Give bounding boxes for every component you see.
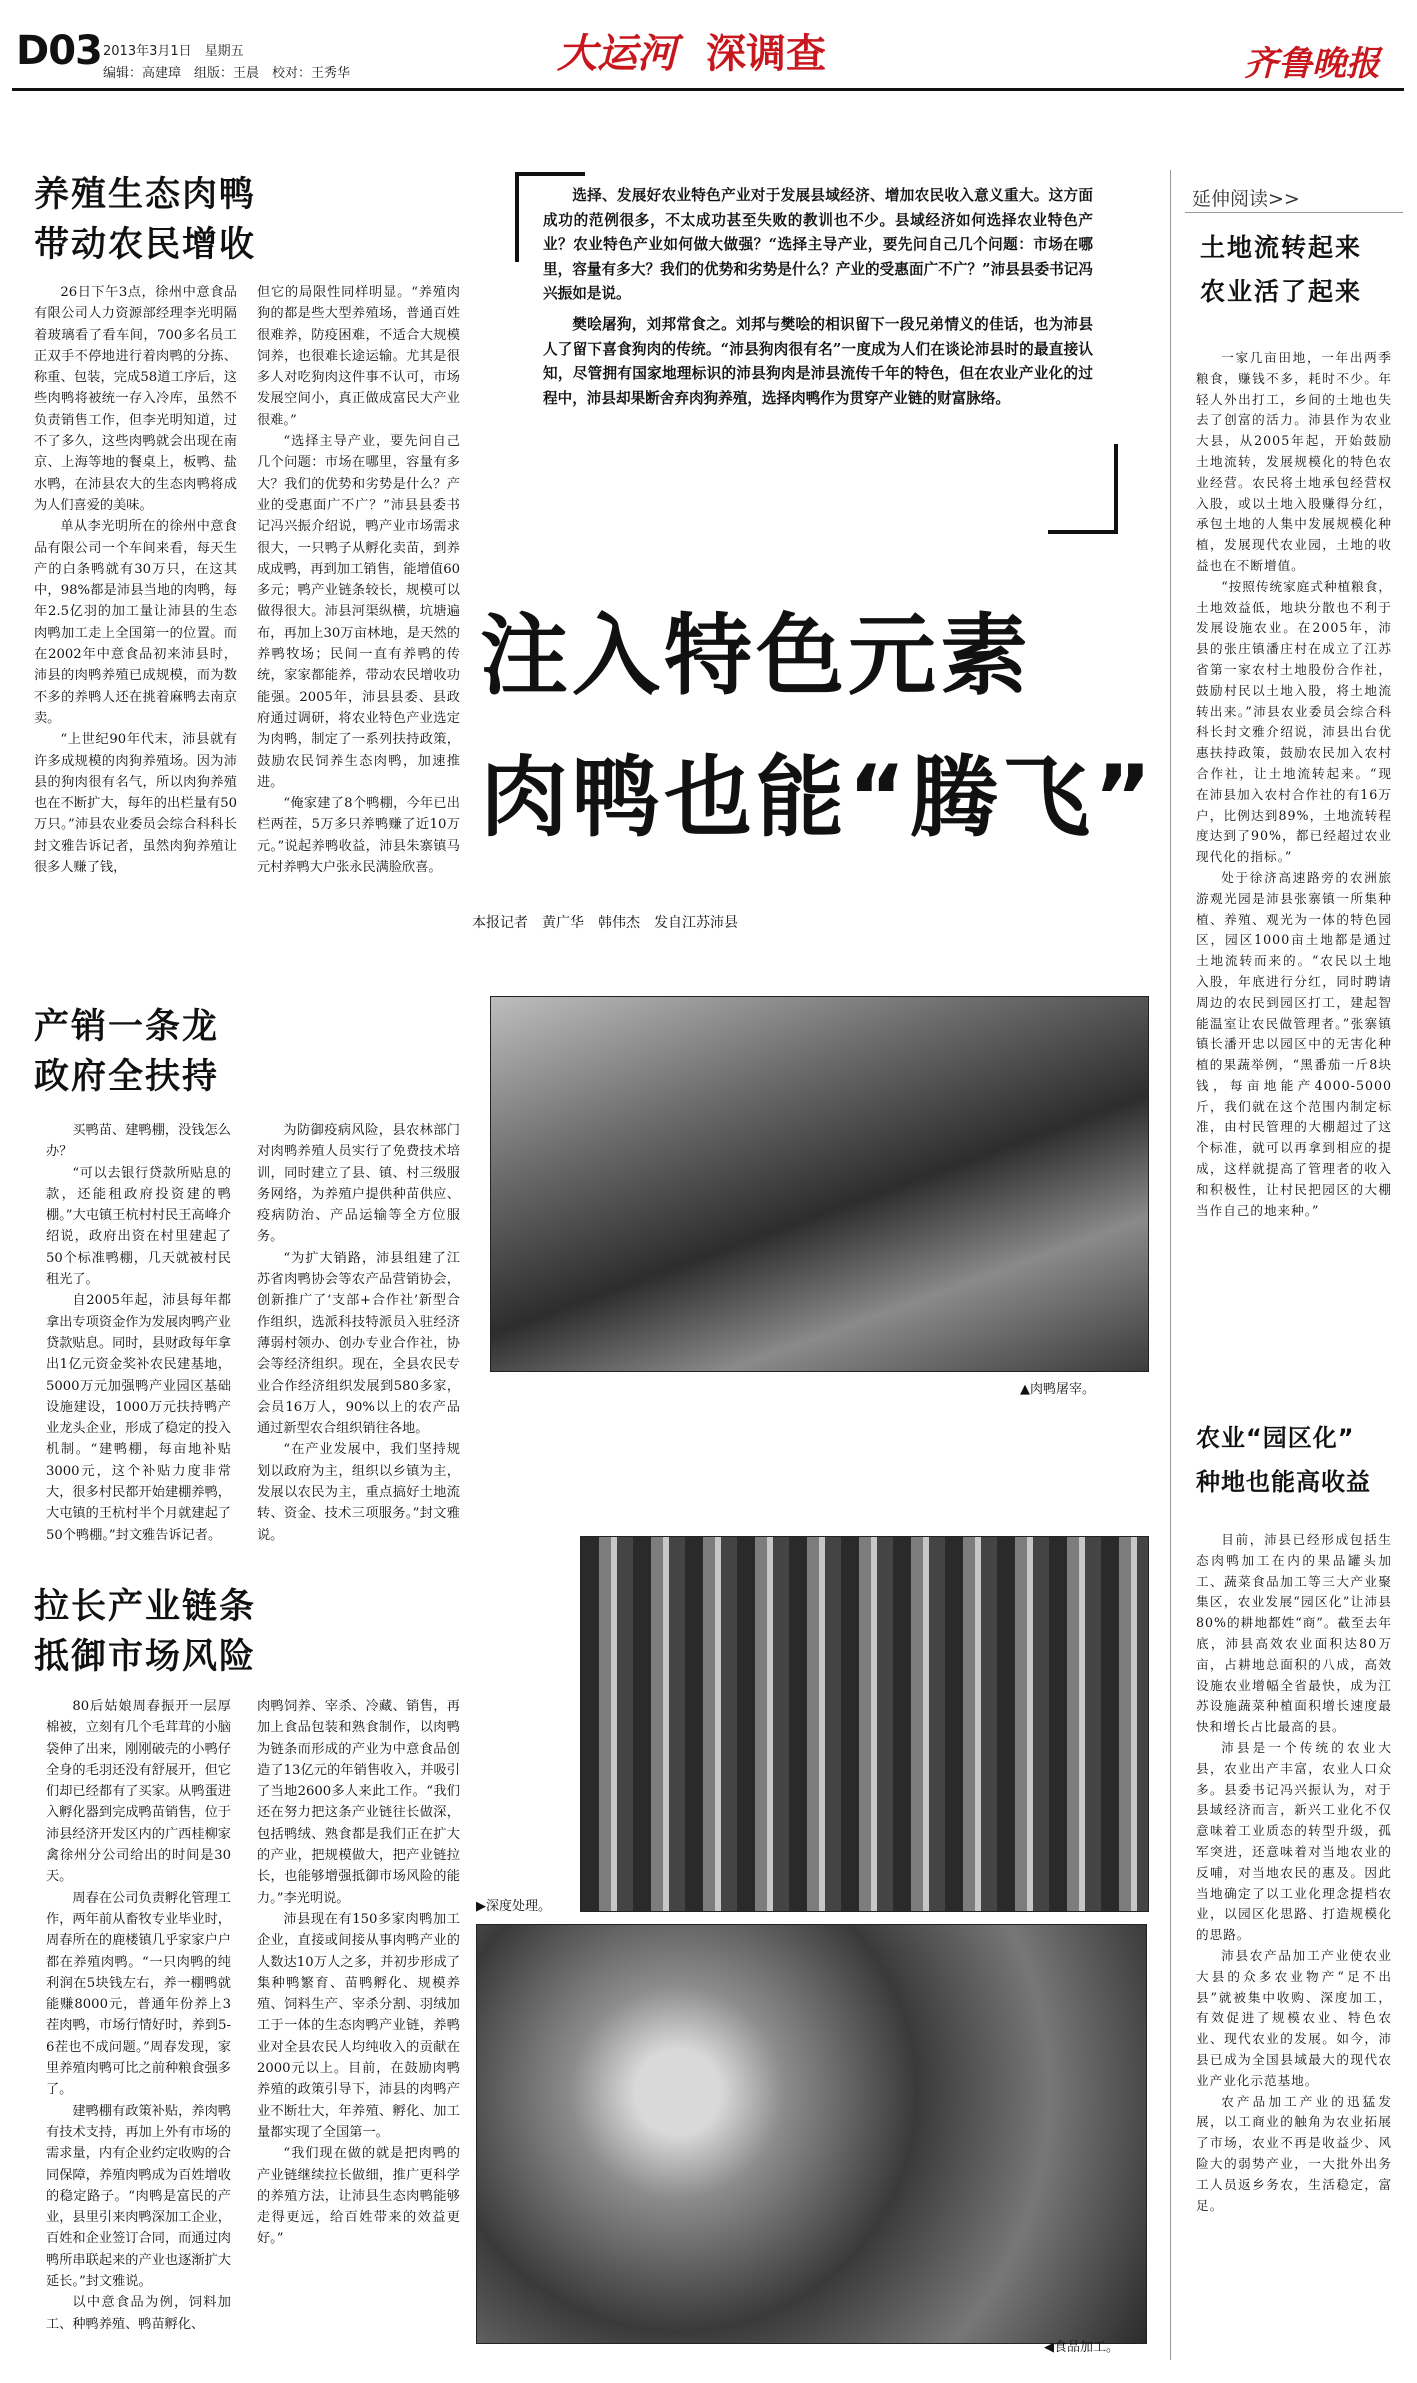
sidebar-divider (1170, 170, 1171, 2360)
sidebar-story1-heading-line1: 土地流转起来 (1200, 233, 1363, 262)
paragraph: 一家几亩田地，一年出两季粮食，赚钱不多，耗时不少。年轻人外出打工，乡间的土地也失去了创富的活力。沛县作为农业大县，从2005年起，开始鼓励土地流转，发展规模化的特色农业经营。农民将土地承包经营权入股，或以土地入股赚得分红，承包土地的人集中发展规模化种植，发展现代农业园，土地的收益也在不断增值。 (1196, 350, 1392, 573)
section1-heading-line1: 养殖生态肉鸭 (34, 175, 257, 215)
paragraph: “我们现在做的就是把肉鸭的产业链继续拉长做细，推广更科学的养殖方法，让沛县生态肉鸭能够走得更远，给百姓带来的效益更好。” (257, 2146, 460, 2247)
paragraph: “选择主导产业，要先问自己几个问题：市场在哪里，容量有多大？我们的优势和劣势是什么？产业的受惠面广不广？”沛县县委书记冯兴振介绍说，鸭产业市场需求很大，一只鸭子从孵化卖苗，到养成成鸭，再到加工销售，能增值60多元；鸭产业链条较长，规模可以做得很大。沛县河渠纵横，坑塘遍布，再加上30万亩林地，是天然的养鸭牧场；民间一直有养鸭的传统，家家都能养，带动农民增收功能强。2005年，沛县县委、县政府通过调研，将农业特色产业选定为肉鸭，制定了一系列扶持政策，鼓励农民饲养生态肉鸭，加速推进。 (257, 434, 460, 790)
sidebar-label-rule (1185, 212, 1403, 213)
section1-heading (34, 170, 454, 270)
paragraph: 26日下午3点，徐州中意食品有限公司人力资源部经理李光明隔着玻璃看了看车间，700多名员工正双手不停地进行着肉鸭的分拣、称重、包装，完成58道工序后，这些肉鸭将被统一存入冷库，虽然不负责销售工作，但李光明知道，过不了多久，这些肉鸭就会出现在南京、上海等地的餐桌上，板鸭、盐水鸭，在沛县农大的生态肉鸭将成为人们喜爱的美味。 (34, 285, 237, 513)
paragraph: 周春在公司负责孵化管理工作，两年前从畜牧专业毕业时，周春所在的鹿楼镇几乎家家户户都在养殖肉鸭。“一只肉鸭的纯利润在5块钱左右，养一棚鸭就能赚8000元，普通年份养上3茬肉鸭，市场行情好时，养到5-6茬也不成问题。”周春发现，家里养殖肉鸭可比之前种粮食强多了。 (46, 1890, 231, 2098)
paragraph: “可以去银行贷款所贴息的款，还能租政府投资建的鸭棚。”大屯镇王杭村村民王高峰介绍说，政府出资在村里建起了50个标准鸭棚，几天就被村民租光了。 (46, 1165, 231, 1288)
paragraph: 买鸭苗、建鸭棚，没钱怎么办？ (46, 1123, 231, 1160)
sidebar-story1-body (1196, 348, 1392, 1221)
sidebar-story2-heading-line1: 农业“园区化” (1196, 1424, 1355, 1452)
paragraph: “为扩大销路，沛县组建了江苏省肉鸭协会等农产品营销协会，创新推广了‘支部+合作社’新型合作组织，选派科技特派员入驻经济薄弱村领办、创办专业合作社，协会等经济组织。现在，全县农民专业合作经济组织发展到580多家，会员16万人，90%以上的农产品通过新型农合组织销往各地。 (257, 1250, 460, 1437)
paragraph: 单从李光明所在的徐州中意食品有限公司一个车间来看，每天生产的白条鸭就有30万只，在这其中，98%都是沛县当地的肉鸭，每年2.5亿羽的加工量让沛县的生态肉鸭加工走上全国第一的位置。而在2002年中意食品初来沛县时，沛县的肉鸭养殖已成规模，而为数不多的养鸭人还在挑着麻鸭去南京卖。 (34, 519, 237, 726)
paragraph: “俺家建了8个鸭棚，今年已出栏两茬，5万多只养鸭赚了近10万元。”说起养鸭收益，沛县朱寨镇马元村养鸭大户张永民满脸欣喜。 (257, 796, 460, 876)
sidebar-story1-heading (1200, 226, 1400, 314)
main-title-line1: 注入特色元素 (480, 604, 1033, 707)
intro-bracket-left (515, 172, 519, 262)
paragraph: “按照传统家庭式种植粮食，土地效益低，地块分散也不利于发展设施农业。在2005年，沛县的张庄镇潘庄村在成立了江苏省第一家农村土地股份合作社，鼓励村民以土地入股，将土地流转出来。”沛县农业委员会综合科科长封文雅介绍说，沛县出台优惠扶持政策，鼓励农民加入农村合作社，让土地流转起来。“现在沛县加入农村合作社的有16万户，比例达到89%，土地流转程度达到了90%，都已经超过农业现代化的指标。” (1196, 578, 1392, 865)
sidebar-story2-body (1196, 1530, 1392, 2216)
intro-paragraph: 樊哙屠狗，刘邦常食之。刘邦与樊哙的相识留下一段兄弟情义的佳话，也为沛县人了留下喜食狗肉的传统。“沛县狗肉很有名”一度成为人们在谈论沛县时的最直接认知，尽管拥有国家地理标识的沛县狗肉是沛县流传千年的特色，但在农业产业化的过程中，沛县却果断舍弃肉狗养殖，选择肉鸭作为贯穿产业链的财富脉络。 (543, 315, 1093, 407)
paragraph: 沛县农产品加工产业使农业大县的众多农业物产“足不出县”就被集中收购、深度加工，有效促进了规模农业、特色农业、现代农业的发展。如今，沛县已成为全国县域最大的现代农业产业化示范基地。 (1196, 1947, 1392, 2088)
byline: 本报记者 黄广华 韩伟杰 发自江苏沛县 (472, 915, 738, 931)
paragraph: “上世纪90年代末，沛县就有许多成规模的肉狗养殖场。因为沛县的狗肉很有名气，所以肉狗养殖也在不断扩大，每年的出栏量有50万只。”沛县农业委员会综合科科长封文雅告诉记者，虽然肉狗养殖让很多人赚了钱， (34, 732, 237, 876)
section1-col2 (257, 282, 460, 878)
section2-col2 (257, 1120, 460, 1546)
date-line: 2013年3月1日 星期五 (103, 44, 244, 59)
header-rule (12, 88, 1404, 91)
intro-box (503, 160, 1118, 550)
intro-bracket-top (515, 172, 585, 176)
paragraph: “在产业发展中，我们坚持规划以政府为主，组织以乡镇为主，发展以农民为主，重点搞好土地流转、资金、技术三项服务。”封文雅说。 (257, 1442, 460, 1543)
section3-heading-line2: 抵御市场风险 (34, 1637, 257, 1677)
paragraph: 农产品加工产业的迅猛发展，以工商业的触角为农业拓展了市场，农业不再是收益少、风险大的弱势产业，一大批外出务工人员返乡务农，生活稳定，富足。 (1196, 2093, 1392, 2213)
paragraph: 为防御疫病风险，县农林部门对肉鸭养殖人员实行了免费技术培训，同时建立了县、镇、村三级服务网络，为养殖户提供种苗供应、疫病防治、产品运输等全方位服务。 (257, 1123, 460, 1245)
paragraph: 建鸭棚有政策补贴，养肉鸭有技术支持，再加上外有市场的需求量，内有企业约定收购的合同保障，养殖肉鸭成为百姓增收的稳定路子。“肉鸭是富民的产业，县里引来肉鸭深加工企业，百姓和企业签订合同，而通过肉鸭所串联起来的产业也逐渐扩大延长。”封文雅说。 (46, 2103, 231, 2290)
section-logo-b: 深调查 (706, 31, 826, 77)
paragraph: 但它的局限性同样明显。“养殖肉狗的都是些大型养殖场，普通百姓很难养，防疫困难，不适合大规模饲养，也很难长途运输。尤其是很多人对吃狗肉这件事不认可，市场发展空间小，真正做成富民大产业很难。” (257, 285, 460, 428)
section1-col1 (34, 282, 237, 878)
sidebar-story1-heading-line2: 农业活了起来 (1200, 277, 1363, 306)
photo-caption-2: ▶深度处理。 (476, 1899, 551, 1914)
paragraph: 处于徐济高速路旁的农洲旅游观光园是沛县张寨镇一所集种植、养殖、观光为一体的特色园区，园区1000亩土地都是通过土地流转而来的。“农民以土地入股，年底进行分红，同时聘请周边的农民到园区打工，建起智能温室让农民做管理者。”张寨镇镇长潘开忠以园区中的无害化种植的果蔬举例，“黑番茄一斤8块钱，每亩地能产4000-5000斤，我们就在这个范围内制定标准，由村民管理的大棚超过了这个标准，就可以再拿到相应的提成，这样就提高了管理者的收入和积极性，让村民把园区的大棚当作自己的地来种。” (1196, 869, 1392, 1218)
editor-line: 编辑：高建璋 组版：王晨 校对：王秀华 (103, 66, 351, 81)
paragraph: 肉鸭饲养、宰杀、冷藏、销售，再加上食品包装和熟食制作，以肉鸭为链条而形成的产业为中意食品创造了13亿元的年销售收入，并吸引了当地2600多人来此工作。“我们还在努力把这条产业链往长做深，包括鸭绒、熟食都是我们正在扩大的产业，把规模做大，把产业链拉长，也能够增强抵御市场风险的能力。”李光明说。 (257, 1699, 460, 1906)
photo-food-processing (476, 1924, 1147, 2344)
intro-bracket-bottom (1048, 530, 1118, 534)
section2-col1 (46, 1120, 231, 1546)
paragraph: 自2005年起，沛县每年都拿出专项资金作为发展肉鸭产业贷款贴息。同时，县财政每年拿出1亿元资金奖补农民建基地，5000万元加强鸭产业园区基础设施建设，1000万元扶持鸭产业龙头企业，形成了稳定的投入机制。“建鸭棚，每亩地补贴3000元，这个补贴力度非常大，很多村民都开始建棚养鸭，大屯镇的王杭村半个月就建起了50个鸭棚。”封文雅告诉记者。 (46, 1293, 231, 1543)
section2-heading-line2: 政府全扶持 (34, 1057, 220, 1097)
paragraph: 以中意食品为例，饲料加工、种鸭养殖、鸭苗孵化、 (46, 2295, 231, 2332)
paper-name: 齐鲁晚报 (1244, 44, 1380, 84)
photo-deep-processing (580, 1536, 1149, 1912)
masthead (0, 0, 1417, 106)
main-title-line2: 肉鸭也能“腾飞” (480, 746, 1156, 849)
section-logo-a: 大运河 (557, 31, 677, 77)
photo-caption-3: ◀食品加工。 (1044, 2340, 1119, 2355)
section3-col2 (257, 1696, 460, 2250)
photo-duck-slaughter (490, 996, 1149, 1372)
section3-heading-line1: 拉长产业链条 (34, 1587, 257, 1627)
section3-heading (34, 1582, 454, 1682)
paragraph: 沛县现在有150多家肉鸭加工企业，直接或间接从事肉鸭产业的人数达10万人之多，并初步形成了集种鸭繁育、苗鸭孵化、规模养殖、饲料生产、宰杀分割、羽绒加工于一体的生态肉鸭产业链，养鸭业对全县农民人均纯收入的贡献在2000元以上。目前，在鼓励肉鸭养殖的政策引导下，沛县的肉鸭产业不断壮大，年养殖、孵化、加工量都实现了全国第一。 (257, 1911, 460, 2140)
photo-caption-1: ▲肉鸭屠宰。 (1020, 1382, 1095, 1397)
section1-heading-line2: 带动农民增收 (34, 225, 257, 265)
section3-col1 (46, 1696, 231, 2335)
sidebar-story2-heading-line2: 种地也能高收益 (1196, 1468, 1371, 1496)
intro-bracket-right (1114, 444, 1118, 534)
paragraph: 目前，沛县已经形成包括生态肉鸭加工在内的果品罐头加工、蔬菜食品加工等三大产业聚集区，农业发展“园区化”让沛县80%的耕地都姓“商”。截至去年底，沛县高效农业面积达80万亩，占耕地总面积的八成，高效设施农业增幅全省最快，成为江苏设施蔬菜种植面积增长速度最快和增长占比最高的县。 (1196, 1532, 1392, 1735)
section2-heading-line1: 产销一条龙 (34, 1007, 220, 1047)
sidebar-story2-heading (1196, 1416, 1406, 1504)
section2-heading (34, 1002, 454, 1102)
sidebar-label: 延伸阅读>> (1192, 188, 1300, 210)
paragraph: 沛县是一个传统的农业大县，农业出产丰富，农业人口众多。县委书记冯兴振认为，对于县域经济而言，新兴工业化不仅意味着工业质态的转型升级，孤军突进，还意味着对当地农业的反哺，对当地农民的惠及。因此当地确定了以工业化理念提档农业，以园区化思路、打造规模化的思路。 (1196, 1739, 1392, 1943)
page-number: D03 (16, 28, 102, 74)
intro-paragraph: 选择、发展好农业特色产业对于发展县域经济、增加农民收入意义重大。这方面成功的范例很多，不太成功甚至失败的教训也不少。县域经济如何选择农业特色产业？农业特色产业如何做大做强？“选择主导产业，要先问自己几个问题：市场在哪里，容量有多大？我们的优势和劣势是什么？产业的受惠面广不广？”沛县县委书记冯兴振如是说。 (543, 187, 1093, 303)
paragraph: 80后姑娘周春振开一层厚棉被，立刻有几个毛茸茸的小脑袋伸了出来，刚刚破壳的小鸭仔全身的毛羽还没有舒展开，但它们却已经都有了买家。从鸭蛋进入孵化器到完成鸭苗销售，位于沛县经济开发区内的广西桂柳家禽徐州分公司给出的时间是30天。 (46, 1699, 231, 1885)
